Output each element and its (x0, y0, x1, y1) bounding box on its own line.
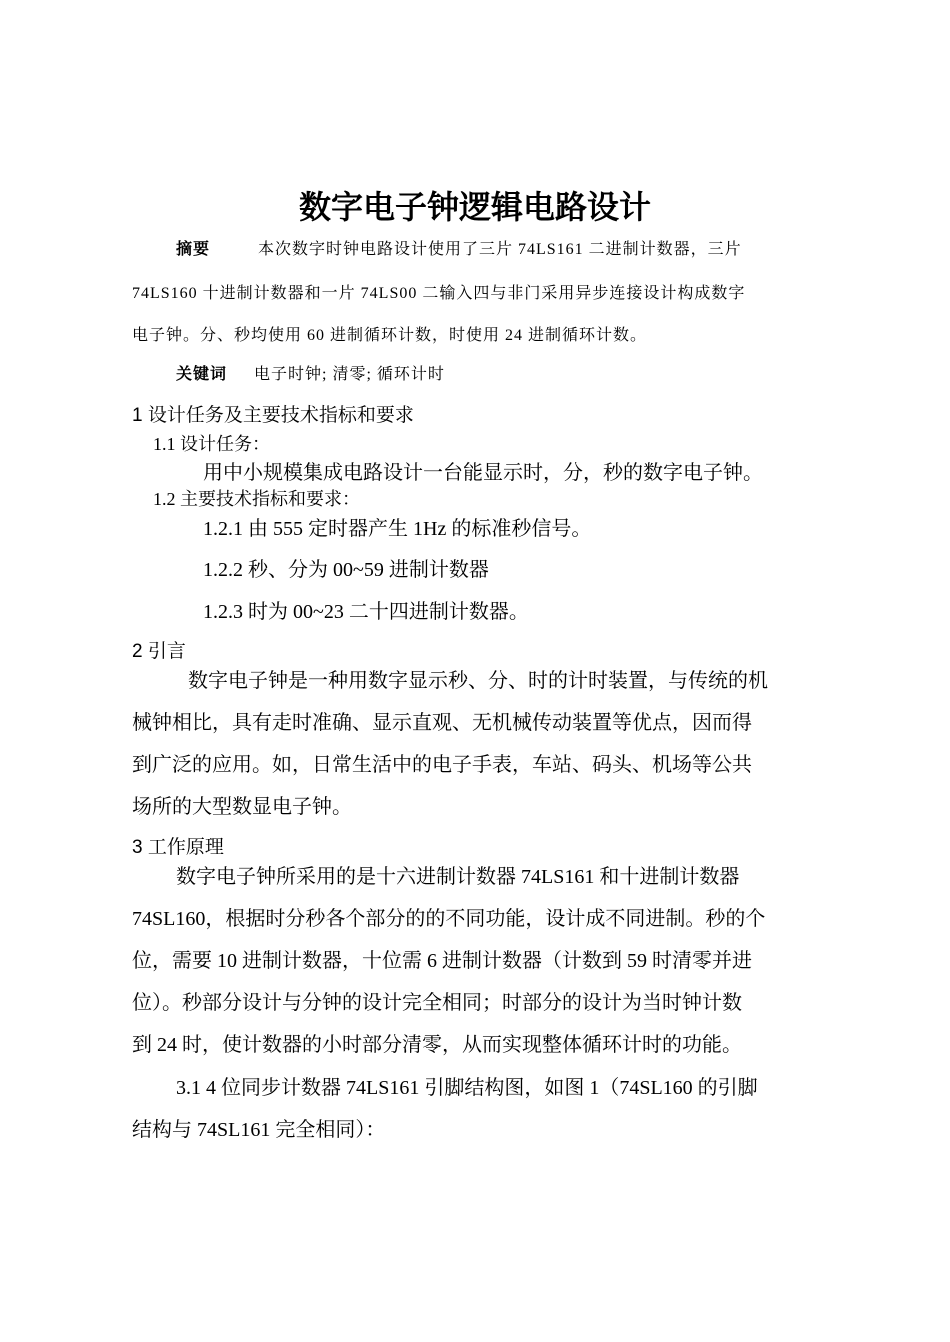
pinout-caption-line: 3.1 4 位同步计数器 74LS161 引脚结构图，如图 1（74SL160 的引脚 (176, 1077, 758, 1099)
requirement-item: 1.2.1 由 555 定时器产生 1Hz 的标准秒信号。 (203, 518, 592, 540)
principle-line: 74SL160，根据时分秒各个部分的的不同功能，设计成不同进制。秒的个 (132, 908, 766, 930)
intro-line: 场所的大型数显电子钟。 (132, 796, 352, 818)
intro-line: 械钟相比，具有走时准确、显示直观、无机械传动装置等优点，因而得 (132, 712, 752, 734)
keywords-label: 关键词 (176, 366, 228, 383)
abstract-label: 摘要 (176, 241, 211, 258)
section-2-heading: 2 引言 (132, 641, 186, 662)
section-1-heading: 1 设计任务及主要技术指标和要求 (132, 405, 414, 426)
requirement-item: 1.2.2 秒、分为 00~59 进制计数器 (203, 559, 489, 581)
section-3-heading: 3 工作原理 (132, 837, 224, 858)
section-1-2-heading: 1.2 主要技术指标和要求： (153, 489, 360, 509)
pinout-caption-line: 结构与 74SL161 完全相同）： (132, 1119, 386, 1141)
principle-line: 到 24 时，使计数器的小时部分清零，从而实现整体循环计时的功能。 (132, 1034, 742, 1056)
section-1-1-text: 用中小规模集成电路设计一台能显示时，分，秒的数字电子钟。 (203, 462, 763, 484)
principle-line: 位，需要 10 进制计数器，十位需 6 进制计数器（计数到 59 时清零并进 (132, 950, 752, 972)
abstract-line-3: 电子钟。分、秒均使用 60 进制循环计数，时使用 24 进制循环计数。 (132, 327, 648, 344)
principle-line: 数字电子钟所采用的是十六进制计数器 74LS161 和十进制计数器 (176, 866, 740, 888)
intro-line: 数字电子钟是一种用数字显示秒、分、时的计时装置，与传统的机 (188, 670, 768, 692)
keywords-text: 电子时钟; 清零; 循环计时 (254, 366, 445, 383)
intro-line: 到广泛的应用。如，日常生活中的电子手表，车站、码头、机场等公共 (132, 754, 752, 776)
principle-line: 位）。秒部分设计与分钟的设计完全相同；时部分的设计为当时钟计数 (132, 992, 742, 1014)
document-title: 数字电子钟逻辑电路设计 (298, 189, 651, 225)
abstract-line-2: 74LS160 十进制计数器和一片 74LS00 二输入四与非门采用异步连接设计构成数字 (132, 285, 746, 302)
requirement-item: 1.2.3 时为 00~23 二十四进制计数器。 (203, 601, 529, 623)
abstract-line-1: 本次数字时钟电路设计使用了三片 74LS161 二进制计数器，三片 (258, 241, 742, 258)
section-1-1-heading: 1.1 设计任务： (153, 434, 270, 454)
